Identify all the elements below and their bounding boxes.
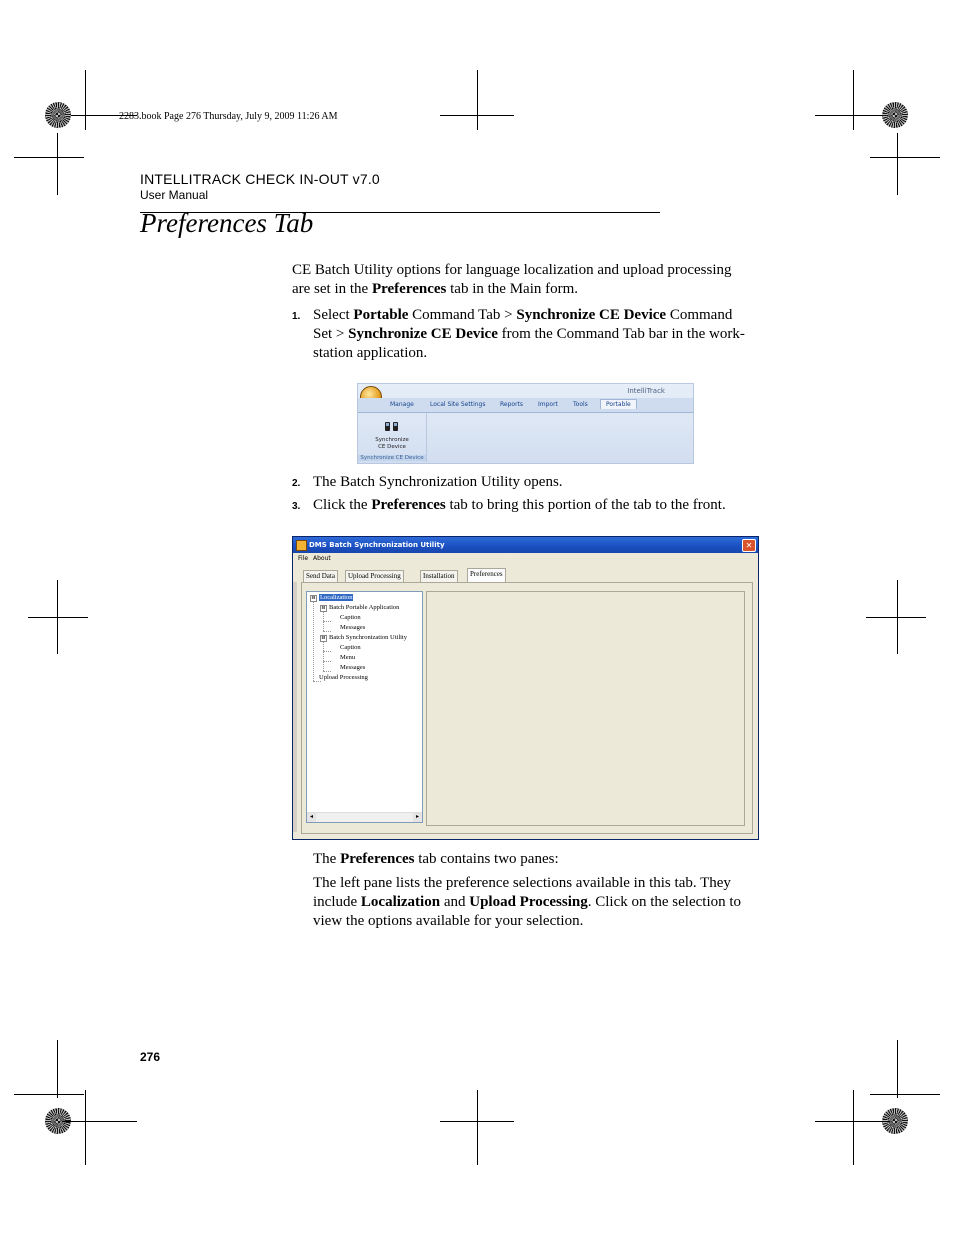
collapse-icon[interactable]: ⊟ (321, 606, 326, 611)
tree-horizontal-scrollbar[interactable] (307, 812, 422, 822)
menu-bar (293, 554, 758, 564)
handheld-device-icon[interactable] (384, 421, 400, 433)
close-icon[interactable]: ✕ (742, 539, 756, 552)
ribbon-tab-local-site-settings[interactable]: Local Site Settings (430, 401, 486, 408)
page-number: 276 (140, 1050, 161, 1064)
ribbon-app-title: IntelliTrack (627, 387, 665, 395)
intro-line-2: are set in the Preferences tab in the Main form. (292, 281, 579, 297)
tree-node-caption[interactable]: Caption (340, 644, 361, 651)
step-number: 3. (292, 501, 301, 512)
ribbon-tab-portable[interactable]: Portable (600, 399, 637, 409)
batch-sync-utility-window (292, 536, 759, 840)
tree-node-batch-sync-utility[interactable]: Batch Synchronization Utility (329, 634, 407, 641)
ribbon-tab-tools[interactable]: Tools (573, 401, 588, 408)
ribbon-tab-import[interactable]: Import (538, 401, 558, 408)
step-number: 2. (292, 478, 301, 489)
tree-node-localization[interactable]: Localization (320, 594, 353, 601)
ribbon-tab-reports[interactable]: Reports (500, 401, 524, 408)
tab-installation[interactable]: Installation (420, 570, 458, 582)
step-1-text: Select Portable Command Tab > Synchronize CE Device Command Set > Synchronize CE Device from the Command Tab bar in the work- station application. (313, 307, 745, 361)
menu-about[interactable]: About (313, 555, 331, 562)
step-3-text: Click the Preferences tab to bring this portion of the tab to the front. (313, 497, 726, 513)
synchronize-ce-device-button[interactable]: Synchronize CE Device (375, 437, 409, 450)
step-2-text: The Batch Synchronization Utility opens. (313, 474, 563, 490)
panes-intro: The Preferences tab contains two panes: (313, 851, 559, 867)
collapse-icon[interactable]: ⊟ (311, 596, 316, 601)
preferences-tree (306, 591, 423, 823)
tab-send-data[interactable]: Send Data (303, 570, 338, 582)
tree-node-upload-processing[interactable]: Upload Processing (319, 674, 368, 681)
tree-node-batch-portable-app[interactable]: Batch Portable Application (329, 604, 400, 611)
tree-node-caption[interactable]: Caption (340, 614, 361, 621)
app-icon (296, 540, 307, 551)
menu-file[interactable]: File (298, 555, 309, 562)
ribbon-screenshot (357, 383, 694, 464)
intro-paragraph (292, 261, 762, 299)
left-pane-description: The left pane lists the preference selections available in this tab. They include Localization and Upload Processing. Click on the selection to view the options available for your selection. (313, 875, 742, 929)
window-title-bar[interactable] (293, 537, 758, 553)
ribbon-group-caption: Synchronize CE Device (358, 455, 426, 461)
running-header-manual: User Manual (140, 188, 209, 202)
window-left-edge (293, 582, 297, 832)
tree-node-messages[interactable]: Messages (340, 664, 366, 671)
scroll-left-icon[interactable]: ◂ (307, 813, 316, 822)
collapse-icon[interactable]: ⊟ (321, 636, 326, 641)
tree-node-menu[interactable]: Menu (340, 654, 356, 661)
tab-preferences[interactable]: Preferences (467, 568, 506, 582)
window-title: DMS Batch Synchronization Utility (309, 541, 445, 549)
intro-line-1: CE Batch Utility options for language localization and upload processing (292, 262, 732, 278)
preferences-panel (301, 582, 753, 834)
print-slug: 2283.book Page 276 Thursday, July 9, 2009 11:26 AM (119, 111, 338, 122)
section-title: Preferences Tab (140, 208, 314, 238)
running-header-product: INTELLITRACK CHECK IN-OUT v7.0 (140, 171, 380, 187)
options-pane (426, 591, 745, 826)
tab-upload-processing[interactable]: Upload Processing (345, 570, 404, 582)
tree-node-messages[interactable]: Messages (340, 624, 366, 631)
step-number: 1. (292, 311, 301, 322)
ribbon-tab-manage[interactable]: Manage (390, 401, 414, 408)
ribbon-group-synchronize (358, 413, 427, 462)
ribbon-tab-bar (358, 398, 693, 413)
scroll-right-icon[interactable]: ▸ (413, 813, 422, 822)
